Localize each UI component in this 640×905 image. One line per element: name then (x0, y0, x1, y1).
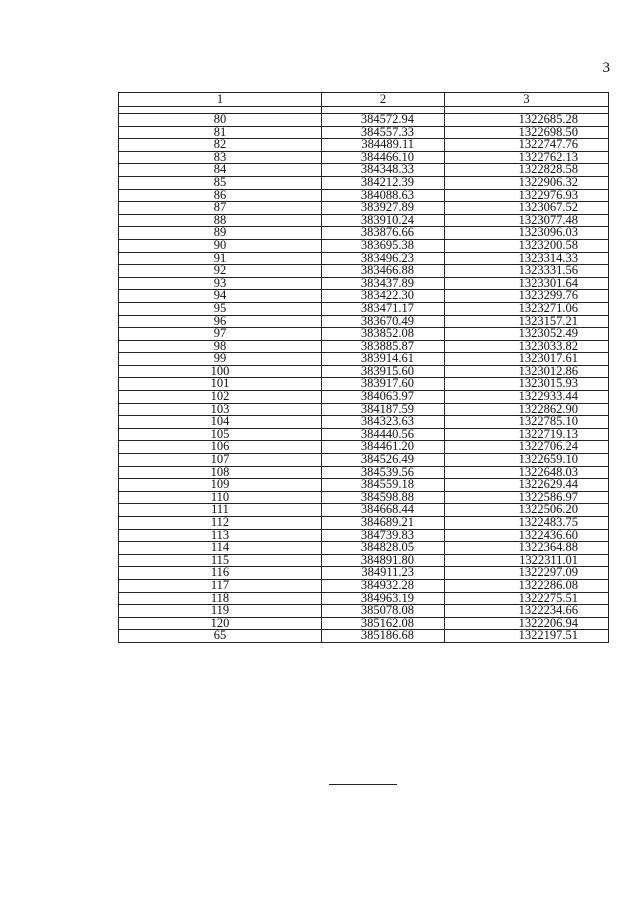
y-coordinate-cell: 1323052.49 (445, 328, 609, 341)
x-coordinate-cell: 384739.83 (322, 529, 445, 542)
x-coordinate-cell: 384911.23 (322, 567, 445, 580)
y-coordinate-cell: 1322483.75 (445, 517, 609, 530)
table-body (119, 107, 609, 643)
point-number-cell: 82 (119, 139, 322, 152)
y-coordinate-cell: 1322311.01 (445, 554, 609, 567)
point-number-cell: 85 (119, 176, 322, 189)
x-coordinate-cell: 385078.08 (322, 605, 445, 618)
point-number-cell: 105 (119, 428, 322, 441)
point-number-cell: 90 (119, 239, 322, 252)
point-number-cell: 95 (119, 302, 322, 315)
x-coordinate-cell: 384063.97 (322, 391, 445, 404)
x-coordinate-cell: 384689.21 (322, 517, 445, 530)
y-coordinate-cell: 1323077.48 (445, 214, 609, 227)
x-coordinate-cell: 384088.63 (322, 189, 445, 202)
y-coordinate-cell: 1323157.21 (445, 315, 609, 328)
point-number-cell: 99 (119, 353, 322, 366)
point-number-cell: 108 (119, 466, 322, 479)
point-number-cell: 115 (119, 554, 322, 567)
end-of-document-rule (329, 784, 397, 785)
x-coordinate-cell: 384539.56 (322, 466, 445, 479)
y-coordinate-cell: 1322659.10 (445, 454, 609, 467)
y-coordinate-cell: 1322206.94 (445, 617, 609, 630)
x-coordinate-cell: 383471.17 (322, 302, 445, 315)
point-number-cell: 103 (119, 403, 322, 416)
y-coordinate-cell: 1323271.06 (445, 302, 609, 315)
y-coordinate-cell: 1322629.44 (445, 479, 609, 492)
x-coordinate-cell: 383876.66 (322, 227, 445, 240)
y-coordinate-cell: 1322197.51 (445, 630, 609, 643)
x-coordinate-cell: 383852.08 (322, 328, 445, 341)
x-coordinate-cell: 383466.88 (322, 265, 445, 278)
y-coordinate-cell: 1322785.10 (445, 416, 609, 429)
point-number-cell: 116 (119, 567, 322, 580)
y-coordinate-cell: 1323331.56 (445, 265, 609, 278)
y-coordinate-cell: 1322275.51 (445, 592, 609, 605)
point-number-cell: 110 (119, 491, 322, 504)
x-coordinate-cell: 383927.89 (322, 202, 445, 215)
y-coordinate-cell: 1322747.76 (445, 139, 609, 152)
point-number-cell: 93 (119, 277, 322, 290)
point-number-cell: 100 (119, 365, 322, 378)
y-coordinate-cell: 1323012.86 (445, 365, 609, 378)
point-number-cell: 92 (119, 265, 322, 278)
x-coordinate-cell: 385186.68 (322, 630, 445, 643)
x-coordinate-cell: 384559.18 (322, 479, 445, 492)
table-row (119, 630, 609, 643)
point-number-cell: 84 (119, 164, 322, 177)
point-number-cell: 111 (119, 504, 322, 517)
y-coordinate-cell: 1323017.61 (445, 353, 609, 366)
point-number-cell: 119 (119, 605, 322, 618)
column-header-x: 2 (322, 93, 445, 107)
x-coordinate-cell: 385162.08 (322, 617, 445, 630)
x-coordinate-cell: 384891.80 (322, 554, 445, 567)
x-coordinate-cell: 384526.49 (322, 454, 445, 467)
y-coordinate-cell: 1322586.97 (445, 491, 609, 504)
point-number-cell: 81 (119, 126, 322, 139)
x-coordinate-cell: 384668.44 (322, 504, 445, 517)
x-coordinate-cell: 384323.63 (322, 416, 445, 429)
point-number-cell: 88 (119, 214, 322, 227)
point-number-cell: 104 (119, 416, 322, 429)
y-coordinate-cell: 1322706.24 (445, 441, 609, 454)
y-coordinate-cell: 1323067.52 (445, 202, 609, 215)
point-number-cell: 80 (119, 114, 322, 127)
x-coordinate-cell: 383496.23 (322, 252, 445, 265)
point-number-cell: 83 (119, 151, 322, 164)
y-coordinate-cell: 1322297.09 (445, 567, 609, 580)
x-coordinate-cell: 383910.24 (322, 214, 445, 227)
point-number-cell: 87 (119, 202, 322, 215)
x-coordinate-cell: 383437.89 (322, 277, 445, 290)
x-coordinate-cell: 383917.60 (322, 378, 445, 391)
x-coordinate-cell: 383695.38 (322, 239, 445, 252)
point-number-cell: 118 (119, 592, 322, 605)
x-coordinate-cell: 383670.49 (322, 315, 445, 328)
y-coordinate-cell: 1322698.50 (445, 126, 609, 139)
y-coordinate-cell: 1322719.13 (445, 428, 609, 441)
x-coordinate-cell: 383914.61 (322, 353, 445, 366)
y-coordinate-cell: 1322828.58 (445, 164, 609, 177)
point-number-cell: 117 (119, 579, 322, 592)
column-header-y: 3 (445, 93, 609, 107)
y-coordinate-cell: 1322286.08 (445, 579, 609, 592)
point-number-cell: 106 (119, 441, 322, 454)
y-coordinate-cell: 1323033.82 (445, 340, 609, 353)
x-coordinate-cell: 383885.87 (322, 340, 445, 353)
point-number-cell: 89 (119, 227, 322, 240)
x-coordinate-cell: 384489.11 (322, 139, 445, 152)
x-coordinate-cell: 384572.94 (322, 114, 445, 127)
point-number-cell: 114 (119, 542, 322, 555)
y-coordinate-cell: 1323314.33 (445, 252, 609, 265)
point-number-cell: 94 (119, 290, 322, 303)
point-number-cell: 112 (119, 517, 322, 530)
x-coordinate-cell: 384557.33 (322, 126, 445, 139)
x-coordinate-cell: 384187.59 (322, 403, 445, 416)
y-coordinate-cell: 1322862.90 (445, 403, 609, 416)
coordinates-table (118, 92, 609, 643)
point-number-cell: 98 (119, 340, 322, 353)
point-number-cell: 120 (119, 617, 322, 630)
point-number-cell: 109 (119, 479, 322, 492)
point-number-cell: 91 (119, 252, 322, 265)
x-coordinate-cell: 384440.56 (322, 428, 445, 441)
point-number-cell: 113 (119, 529, 322, 542)
x-coordinate-cell: 384828.05 (322, 542, 445, 555)
y-coordinate-cell: 1322234.66 (445, 605, 609, 618)
x-coordinate-cell: 384461.20 (322, 441, 445, 454)
x-coordinate-cell: 384598.88 (322, 491, 445, 504)
point-number-cell: 97 (119, 328, 322, 341)
y-coordinate-cell: 1322436.60 (445, 529, 609, 542)
y-coordinate-cell: 1322906.32 (445, 176, 609, 189)
y-coordinate-cell: 1323015.93 (445, 378, 609, 391)
point-number-cell: 86 (119, 189, 322, 202)
y-coordinate-cell: 1323299.76 (445, 290, 609, 303)
y-coordinate-cell: 1322762.13 (445, 151, 609, 164)
y-coordinate-cell: 1322976.93 (445, 189, 609, 202)
y-coordinate-cell: 1322506.20 (445, 504, 609, 517)
x-coordinate-cell: 384348.33 (322, 164, 445, 177)
point-number-cell: 102 (119, 391, 322, 404)
x-coordinate-cell: 384932.28 (322, 579, 445, 592)
y-coordinate-cell: 1322933.44 (445, 391, 609, 404)
y-coordinate-cell: 1323301.64 (445, 277, 609, 290)
x-coordinate-cell: 383422.30 (322, 290, 445, 303)
point-number-cell: 101 (119, 378, 322, 391)
point-number-cell: 107 (119, 454, 322, 467)
y-coordinate-cell: 1323200.58 (445, 239, 609, 252)
page-number: 3 (602, 60, 610, 76)
y-coordinate-cell: 1322364.88 (445, 542, 609, 555)
x-coordinate-cell: 384212.39 (322, 176, 445, 189)
table-header-row (119, 93, 609, 107)
y-coordinate-cell: 1323096.03 (445, 227, 609, 240)
y-coordinate-cell: 1322685.28 (445, 114, 609, 127)
point-number-cell: 96 (119, 315, 322, 328)
column-header-point: 1 (119, 93, 322, 107)
x-coordinate-cell: 384963.19 (322, 592, 445, 605)
point-number-cell: 65 (119, 630, 322, 643)
x-coordinate-cell: 384466.10 (322, 151, 445, 164)
y-coordinate-cell: 1322648.03 (445, 466, 609, 479)
x-coordinate-cell: 383915.60 (322, 365, 445, 378)
